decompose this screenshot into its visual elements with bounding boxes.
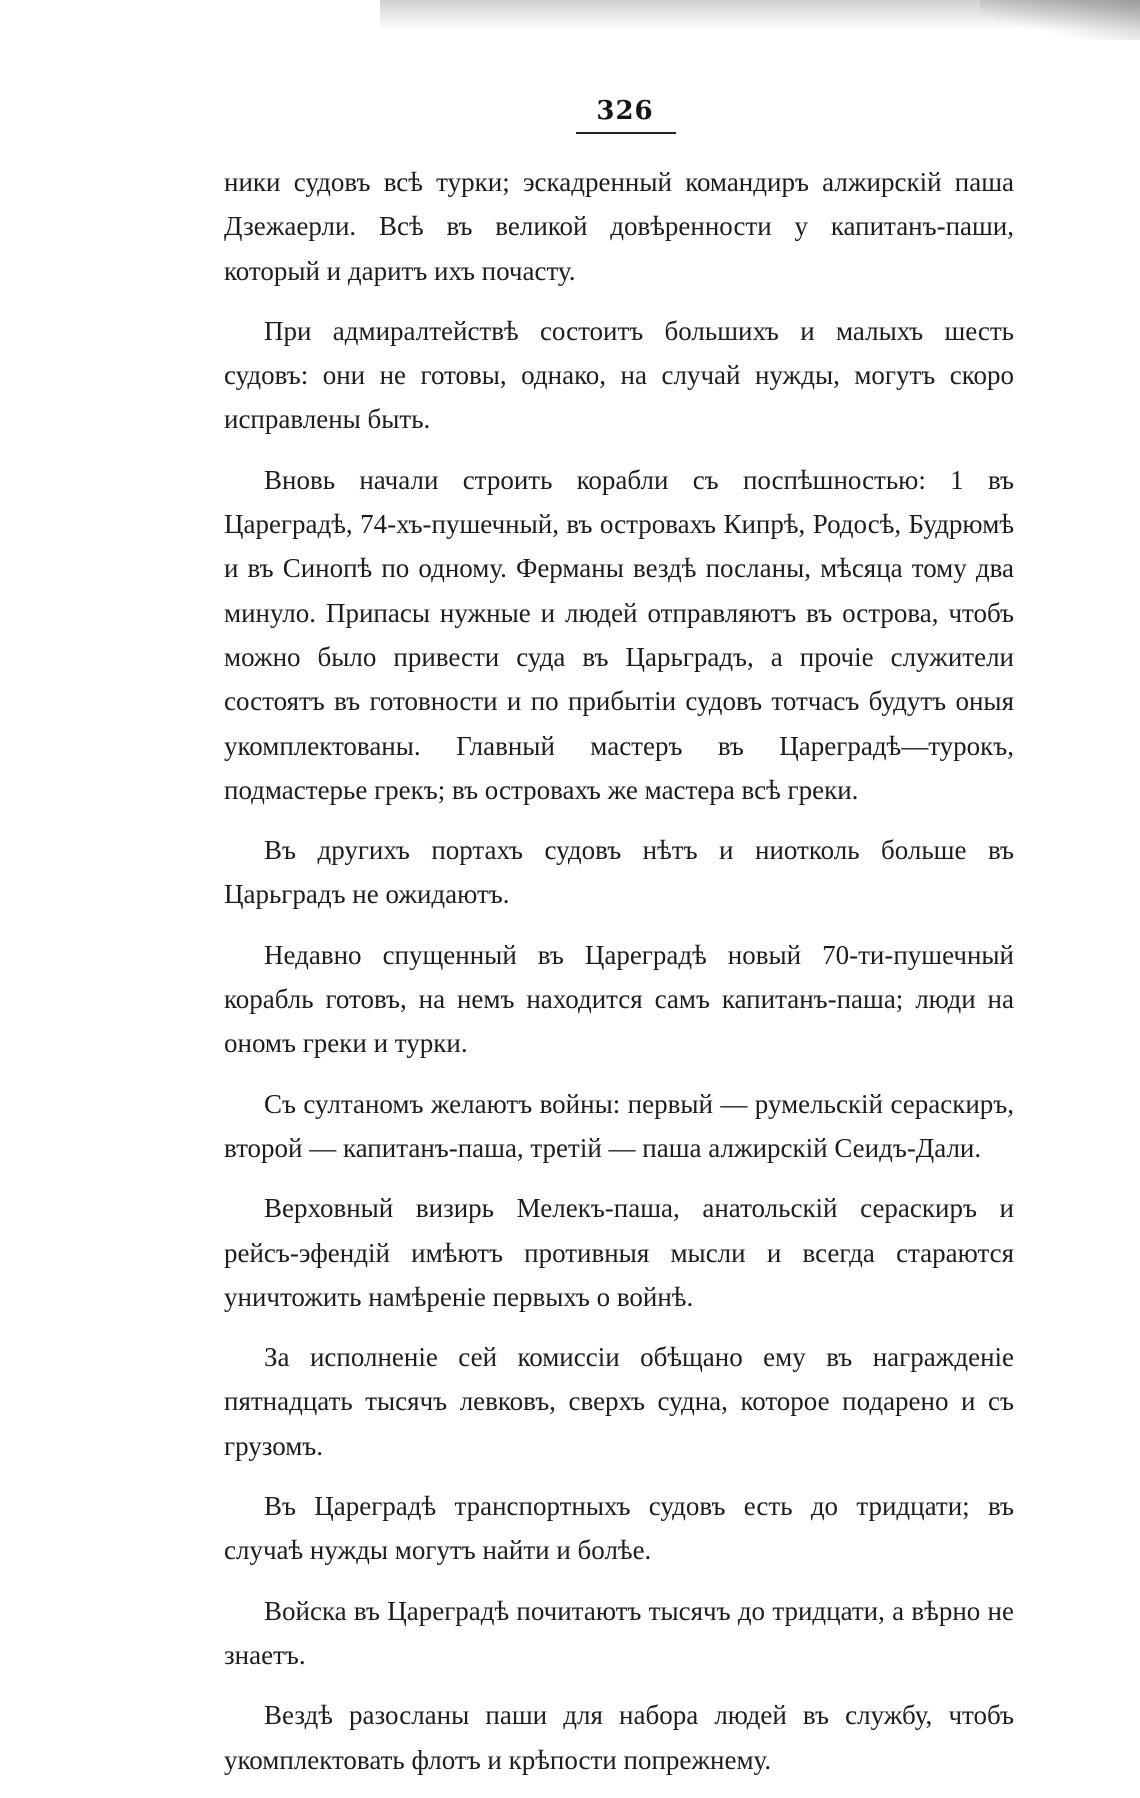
paragraph: Верховный визирь Мелекъ-паша, анатольскій сераскиръ и рейсъ-эфендій имѣютъ противныя мысли и всегда стараются уничтожить намѣреніе первыхъ о войнѣ. [224, 1193, 1014, 1312]
paragraph: Вездѣ разосланы паши для набора людей въ службу, чтобъ укомплектовать флотъ и крѣпости попрежнему. [224, 1700, 1014, 1775]
paragraph: За исполненіе сей комиссіи обѣщано ему въ награжденіе пятнадцать тысячъ левковъ, сверхъ судна, которое подарено и съ грузомъ. [224, 1342, 1014, 1461]
paragraph-continued: ники судовъ всѣ турки; эскадренный командиръ алжирскій паша Дзежаерли. Всѣ въ великой довѣренности у капитанъ-паши, который и даритъ ихъ почасту. [224, 167, 1014, 286]
paragraph: Съ султаномъ желаютъ войны: первый — румельскій сераскиръ, второй — капитанъ-паша, третій — паша алжирскій Сеидъ-Дали. [224, 1088, 1014, 1163]
page-number-rule [576, 132, 676, 134]
paragraph: Вновь начали строить корабли съ поспѣшностью: 1 въ Цареградѣ, 74-хъ-пушечный, въ островахъ Кипрѣ, Родосѣ, Будрюмѣ и въ Синопѣ по одному. Ферманы вездѣ посланы, мѣсяца тому два минуло. Припасы нужные и людей отправляютъ въ острова, чтобъ можно было привести суда въ Царьградъ, а прочіе служители состоятъ въ готовности и по прибытіи судовъ тотчасъ будутъ оныя укомплектованы. Главный мастеръ въ Цареградѣ—турокъ, подмастерье грекъ; въ островахъ же мастера всѣ греки. [224, 464, 1014, 805]
paragraph: Въ Цареградѣ транспортныхъ судовъ есть до тридцати; въ случаѣ нужды могутъ найти и болѣе. [224, 1491, 1014, 1566]
body-text [224, 160, 1014, 1798]
paragraph: Въ другихъ портахъ судовъ нѣтъ и ниотколь больше въ Царьградъ не ожидаютъ. [224, 835, 1014, 910]
page-number: 326 [596, 96, 654, 126]
paragraph: Войска въ Цареградѣ почитаютъ тысячъ до тридцати, а вѣрно не знаетъ. [224, 1595, 1014, 1670]
scan-corner-shadow [980, 0, 1140, 40]
paragraph: При адмиралтействѣ состоитъ большихъ и малыхъ шесть судовъ: они не готовы, однако, на случай нужды, могутъ скоро исправлены быть. [224, 315, 1014, 435]
paragraph: Недавно спущенный въ Цареградѣ новый 70-ти-пушечный корабль готовъ, на немъ находится самъ капитанъ-паша; люди на ономъ греки и турки. [224, 939, 1014, 1059]
